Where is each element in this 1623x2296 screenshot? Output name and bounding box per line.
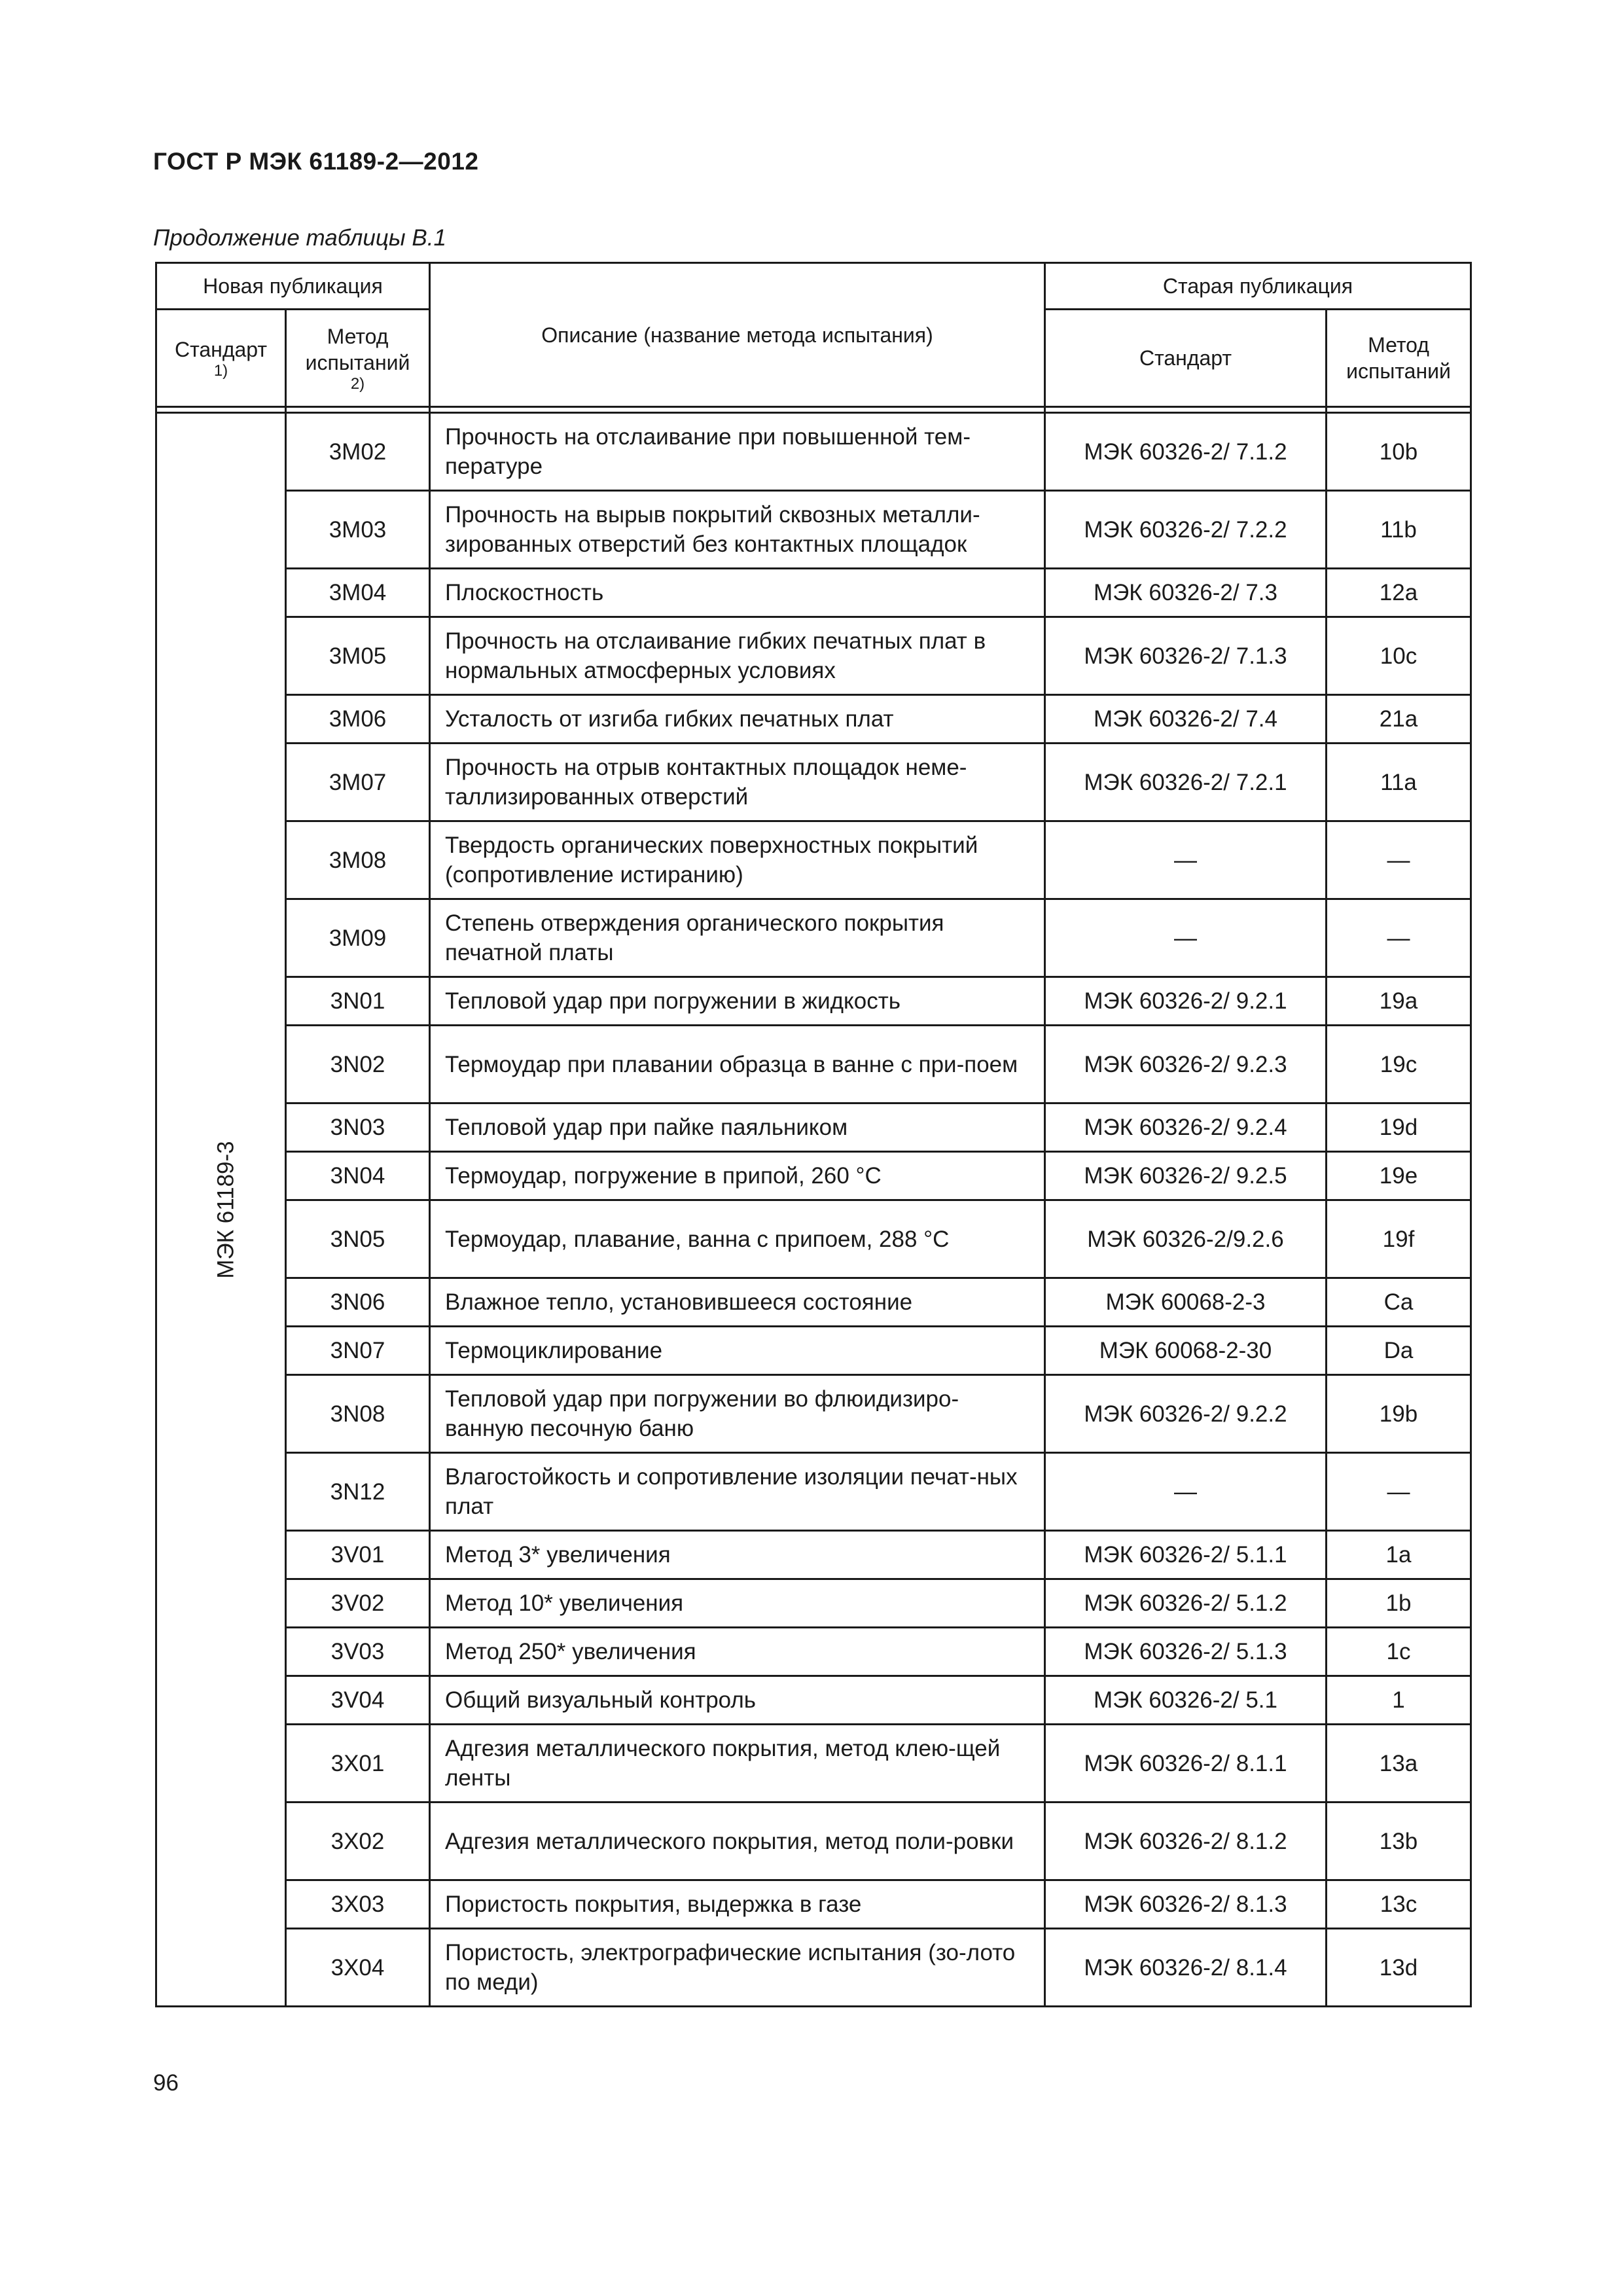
table-row <box>156 491 1471 569</box>
page-number: 96 <box>153 2070 179 2096</box>
description-cell: Твердость органических поверхностных покрытий (сопротивление истиранию) <box>430 821 1045 899</box>
description-cell: Общий визуальный контроль <box>430 1676 1045 1725</box>
old-method-cell: Da <box>1327 1327 1471 1375</box>
old-standard-cell: МЭК 60326-2/ 8.1.1 <box>1045 1725 1327 1803</box>
header-new-method-note: 2) <box>350 375 365 393</box>
description-cell: Прочность на отслаивание при повышенной тем-пературе <box>430 413 1045 491</box>
table-row <box>156 1103 1471 1152</box>
method-code-cell: 3M06 <box>286 695 430 744</box>
header-new-standard-label: Стандарт <box>174 338 268 361</box>
method-code-cell: 3N12 <box>286 1453 430 1531</box>
old-method-cell: 1b <box>1327 1579 1471 1628</box>
old-standard-cell: МЭК 60326-2/9.2.6 <box>1045 1200 1327 1278</box>
table-row <box>156 1929 1471 2007</box>
old-standard-cell: МЭК 60068-2-30 <box>1045 1327 1327 1375</box>
description-cell: Степень отверждения органического покрытия печатной платы <box>430 899 1045 977</box>
description-cell: Адгезия металлического покрытия, метод клею-щей ленты <box>430 1725 1045 1803</box>
description-cell: Прочность на вырыв покрытий сквозных металли-зированных отверстий без контактных площадок <box>430 491 1045 569</box>
table-row <box>156 1725 1471 1803</box>
table-row <box>156 1026 1471 1103</box>
description-cell: Тепловой удар при пайке паяльником <box>430 1103 1045 1152</box>
old-method-cell: — <box>1327 1453 1471 1531</box>
old-method-cell: 12a <box>1327 569 1471 617</box>
old-standard-cell: МЭК 60326-2/ 7.1.3 <box>1045 617 1327 695</box>
header-new-standard <box>156 310 286 407</box>
method-code-cell: 3M09 <box>286 899 430 977</box>
method-code-cell: 3N08 <box>286 1375 430 1453</box>
old-method-cell: 19a <box>1327 977 1471 1026</box>
table-row <box>156 413 1471 491</box>
old-standard-cell: МЭК 60326-2/ 9.2.3 <box>1045 1026 1327 1103</box>
description-cell: Прочность на отслаивание гибких печатных плат в нормальных атмосферных условиях <box>430 617 1045 695</box>
method-code-cell: 3V03 <box>286 1628 430 1676</box>
method-code-cell: 3N03 <box>286 1103 430 1152</box>
method-code-cell: 3V02 <box>286 1579 430 1628</box>
table-row <box>156 899 1471 977</box>
old-method-cell: 11b <box>1327 491 1471 569</box>
method-code-cell: 3N06 <box>286 1278 430 1327</box>
old-method-cell: 19d <box>1327 1103 1471 1152</box>
old-method-cell: 1c <box>1327 1628 1471 1676</box>
old-standard-cell: — <box>1045 1453 1327 1531</box>
description-cell: Влажное тепло, установившееся состояние <box>430 1278 1045 1327</box>
table-row <box>156 1531 1471 1579</box>
table-row <box>156 1375 1471 1453</box>
description-cell: Пористость, электрографические испытания (зо-лото по меди) <box>430 1929 1045 2007</box>
old-method-cell: 13c <box>1327 1880 1471 1929</box>
table-row <box>156 1880 1471 1929</box>
table-row <box>156 1278 1471 1327</box>
old-method-cell: 19b <box>1327 1375 1471 1453</box>
method-code-cell: 3M08 <box>286 821 430 899</box>
method-code-cell: 3V01 <box>286 1531 430 1579</box>
description-cell: Влагостойкость и сопротивление изоляции печат-ных плат <box>430 1453 1045 1531</box>
description-cell: Плоскостность <box>430 569 1045 617</box>
group-standard-label: МЭК 61189-3 <box>213 1140 239 1279</box>
table-row <box>156 1628 1471 1676</box>
header-new-publication: Новая публикация <box>156 263 430 310</box>
description-cell: Тепловой удар при погружении во флюидизиро-ванную песочную баню <box>430 1375 1045 1453</box>
old-method-cell: 13d <box>1327 1929 1471 2007</box>
header-new-method <box>286 310 430 407</box>
old-standard-cell: МЭК 60326-2/ 8.1.3 <box>1045 1880 1327 1929</box>
old-standard-cell: МЭК 60326-2/ 9.2.1 <box>1045 977 1327 1026</box>
table-row <box>156 744 1471 821</box>
old-method-cell: 13a <box>1327 1725 1471 1803</box>
method-code-cell: 3V04 <box>286 1676 430 1725</box>
table-row <box>156 695 1471 744</box>
table-body <box>156 407 1471 2007</box>
method-code-cell: 3N07 <box>286 1327 430 1375</box>
description-cell: Метод 250* увеличения <box>430 1628 1045 1676</box>
table-row <box>156 1803 1471 1880</box>
table-row <box>156 977 1471 1026</box>
table-row <box>156 569 1471 617</box>
table-row <box>156 1676 1471 1725</box>
old-method-cell: Ca <box>1327 1278 1471 1327</box>
method-code-cell: 3N02 <box>286 1026 430 1103</box>
old-standard-cell: МЭК 60326-2/ 8.1.4 <box>1045 1929 1327 2007</box>
description-cell: Термоудар при плавании образца в ванне с при-поем <box>430 1026 1045 1103</box>
test-methods-table <box>155 262 1472 2007</box>
description-cell: Тепловой удар при погружении в жидкость <box>430 977 1045 1026</box>
old-method-cell: 21a <box>1327 695 1471 744</box>
old-standard-cell: МЭК 60326-2/ 5.1.2 <box>1045 1579 1327 1628</box>
header-old-method: Метод испытаний <box>1327 310 1471 407</box>
method-code-cell: 3X03 <box>286 1880 430 1929</box>
old-method-cell: — <box>1327 899 1471 977</box>
old-standard-cell: МЭК 60326-2/ 7.1.2 <box>1045 413 1327 491</box>
old-method-cell: 1 <box>1327 1676 1471 1725</box>
old-method-cell: — <box>1327 821 1471 899</box>
header-separator <box>156 407 1471 413</box>
old-standard-cell: МЭК 60326-2/ 7.3 <box>1045 569 1327 617</box>
table-caption: Продолжение таблицы В.1 <box>153 225 446 251</box>
old-method-cell: 10c <box>1327 617 1471 695</box>
old-method-cell: 19c <box>1327 1026 1471 1103</box>
header-new-standard-note: 1) <box>213 362 228 380</box>
table-row <box>156 1453 1471 1531</box>
description-cell: Усталость от изгиба гибких печатных плат <box>430 695 1045 744</box>
method-code-cell: 3M03 <box>286 491 430 569</box>
table-row <box>156 1200 1471 1278</box>
description-cell: Прочность на отрыв контактных площадок неме-таллизированных отверстий <box>430 744 1045 821</box>
old-method-cell: 19f <box>1327 1200 1471 1278</box>
description-cell: Адгезия металлического покрытия, метод поли-ровки <box>430 1803 1045 1880</box>
table-row <box>156 1579 1471 1628</box>
old-standard-cell: МЭК 60326-2/ 7.2.2 <box>1045 491 1327 569</box>
old-standard-cell: МЭК 60326-2/ 5.1 <box>1045 1676 1327 1725</box>
method-code-cell: 3M04 <box>286 569 430 617</box>
description-cell: Термоудар, погружение в припой, 260 °С <box>430 1152 1045 1200</box>
table-row <box>156 1327 1471 1375</box>
old-standard-cell: МЭК 60068-2-3 <box>1045 1278 1327 1327</box>
old-standard-cell: — <box>1045 899 1327 977</box>
method-code-cell: 3X04 <box>286 1929 430 2007</box>
description-cell: Пористость покрытия, выдержка в газе <box>430 1880 1045 1929</box>
description-cell: Термоудар, плавание, ванна с припоем, 288 °С <box>430 1200 1045 1278</box>
old-method-cell: 13b <box>1327 1803 1471 1880</box>
header-old-publication: Старая публикация <box>1045 263 1471 310</box>
old-standard-cell: МЭК 60326-2/ 7.2.1 <box>1045 744 1327 821</box>
old-method-cell: 19e <box>1327 1152 1471 1200</box>
header-new-method-label: Метод испытаний <box>305 325 410 374</box>
table-row <box>156 1152 1471 1200</box>
method-code-cell: 3X01 <box>286 1725 430 1803</box>
method-code-cell: 3N04 <box>286 1152 430 1200</box>
document-title: ГОСТ Р МЭК 61189-2—2012 <box>153 148 479 175</box>
method-code-cell: 3M05 <box>286 617 430 695</box>
old-standard-cell: МЭК 60326-2/ 7.4 <box>1045 695 1327 744</box>
description-cell: Метод 3* увеличения <box>430 1531 1045 1579</box>
old-standard-cell: МЭК 60326-2/ 5.1.3 <box>1045 1628 1327 1676</box>
old-method-cell: 1a <box>1327 1531 1471 1579</box>
old-method-cell: 10b <box>1327 413 1471 491</box>
method-code-cell: 3N05 <box>286 1200 430 1278</box>
method-code-cell: 3M02 <box>286 413 430 491</box>
method-code-cell: 3M07 <box>286 744 430 821</box>
table-row <box>156 821 1471 899</box>
old-standard-cell: МЭК 60326-2/ 9.2.4 <box>1045 1103 1327 1152</box>
old-standard-cell: МЭК 60326-2/ 8.1.2 <box>1045 1803 1327 1880</box>
old-method-cell: 11a <box>1327 744 1471 821</box>
description-cell: Термоциклирование <box>430 1327 1045 1375</box>
old-standard-cell: — <box>1045 821 1327 899</box>
old-standard-cell: МЭК 60326-2/ 5.1.1 <box>1045 1531 1327 1579</box>
table-row <box>156 617 1471 695</box>
old-standard-cell: МЭК 60326-2/ 9.2.5 <box>1045 1152 1327 1200</box>
header-description: Описание (название метода испытания) <box>430 263 1045 407</box>
method-code-cell: 3N01 <box>286 977 430 1026</box>
header-old-standard: Стандарт <box>1045 310 1327 407</box>
method-code-cell: 3X02 <box>286 1803 430 1880</box>
old-standard-cell: МЭК 60326-2/ 9.2.2 <box>1045 1375 1327 1453</box>
description-cell: Метод 10* увеличения <box>430 1579 1045 1628</box>
group-standard-cell <box>156 413 286 2007</box>
